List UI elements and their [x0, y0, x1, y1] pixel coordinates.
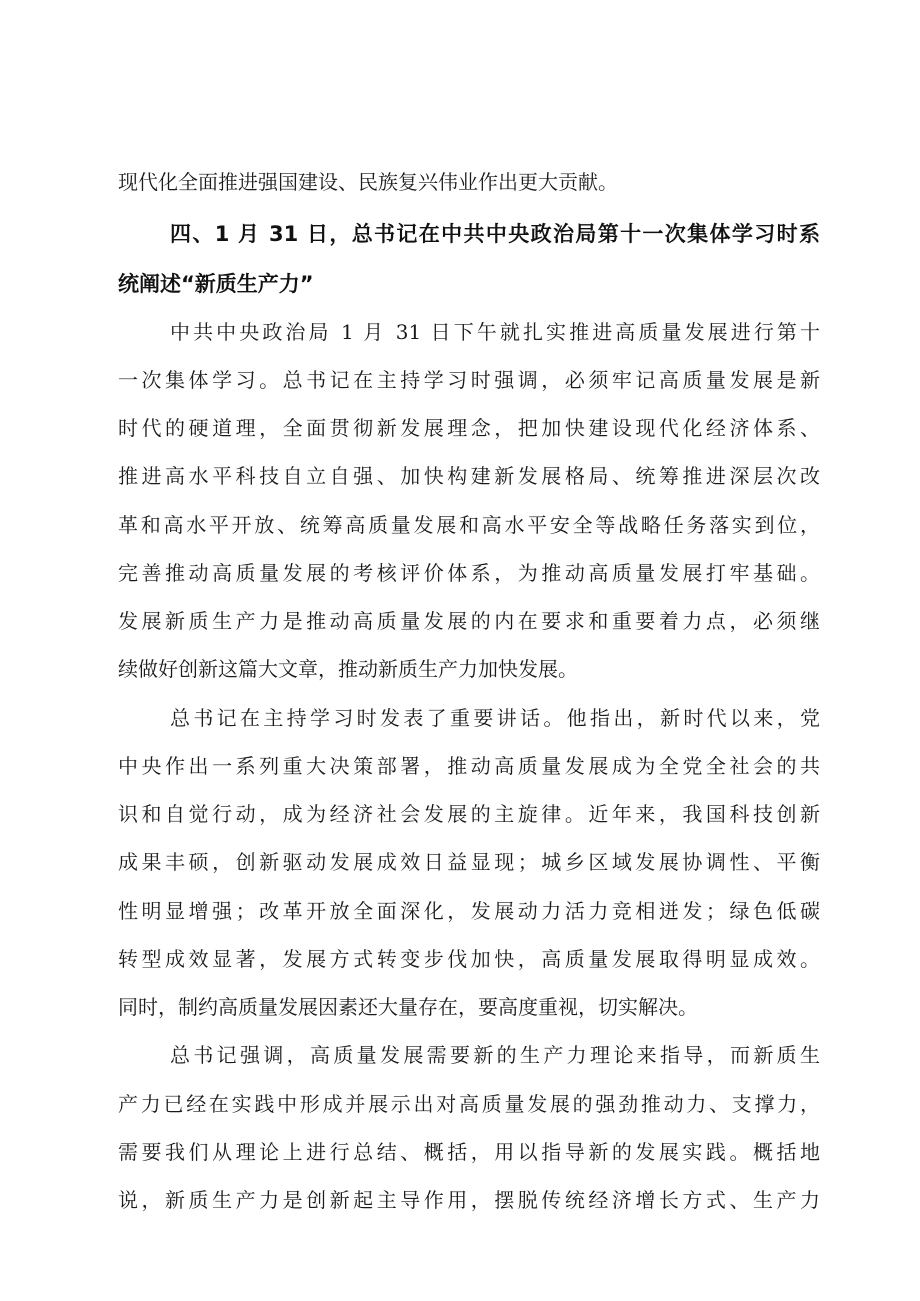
paragraph-line: 需要我们从理论上进行总结、概括，用以指导新的发展实践。概括地	[118, 1140, 820, 1164]
paragraph-line: 时代的硬道理，全面贯彻新发展理念，把加快建设现代化经济体系、	[118, 416, 820, 440]
paragraph-line: 续做好创新这篇大文章，推动新质生产力加快发展。	[118, 657, 578, 681]
paragraph-line: 性明显增强；改革开放全面深化，发展动力活力竞相迸发；绿色低碳	[118, 899, 820, 923]
section-heading-line-2: 统阐述“新质生产力”	[118, 272, 314, 296]
intro-line: 现代化全面推进强国建设、民族复兴伟业作出更大贡献。	[118, 170, 618, 194]
paragraph-line: 一次集体学习。总书记在主持学习时强调，必须牢记高质量发展是新	[118, 368, 820, 392]
section-heading-line-1: 四、1 月 31 日，总书记在中共中央政治局第十一次集体学习时系	[170, 222, 820, 246]
paragraph-line: 总书记强调，高质量发展需要新的生产力理论来指导，而新质生	[170, 1043, 820, 1067]
paragraph-line: 完善推动高质量发展的考核评价体系，为推动高质量发展打牢基础。	[118, 561, 820, 585]
paragraph-line: 推进高水平科技自立自强、加快构建新发展格局、统筹推进深层次改	[118, 464, 820, 488]
paragraph-line: 发展新质生产力是推动高质量发展的内在要求和重要着力点，必须继	[118, 609, 820, 633]
paragraph-line: 中共中央政治局 1 月 31 日下午就扎实推进高质量发展进行第十	[170, 320, 820, 344]
paragraph-line: 同时，制约高质量发展因素还大量存在，要高度重视，切实解决。	[118, 995, 698, 1019]
paragraph-line: 识和自觉行动，成为经济社会发展的主旋律。近年来，我国科技创新	[118, 802, 820, 826]
paragraph-line: 说，新质生产力是创新起主导作用，摆脱传统经济增长方式、生产力	[118, 1188, 820, 1212]
paragraph-line: 中央作出一系列重大决策部署，推动高质量发展成为全党全社会的共	[118, 754, 820, 778]
paragraph-line: 革和高水平开放、统筹高质量发展和高水平安全等战略任务落实到位，	[118, 513, 820, 537]
paragraph-line: 成果丰硕，创新驱动发展成效日益显现；城乡区域发展协调性、平衡	[118, 850, 820, 874]
paragraph-line: 总书记在主持学习时发表了重要讲话。他指出，新时代以来，党	[170, 706, 820, 730]
paragraph-line: 产力已经在实践中形成并展示出对高质量发展的强劲推动力、支撑力，	[118, 1092, 820, 1116]
paragraph-line: 转型成效显著，发展方式转变步伐加快，高质量发展取得明显成效。	[118, 947, 820, 971]
